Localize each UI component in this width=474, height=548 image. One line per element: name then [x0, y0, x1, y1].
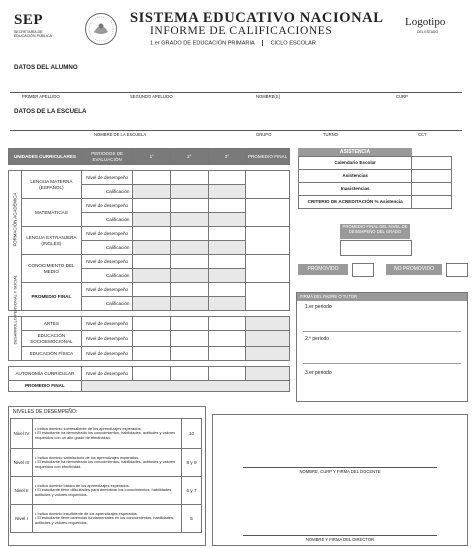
field-nombre-escuela: NOMBRE DE LA ESCUELA [94, 132, 147, 137]
field-segundo-apellido: SEGUNDO APELLIDO [130, 94, 173, 99]
header-periodos: PERIODOS DE EVALUACIÓN [81, 149, 133, 165]
state-logo-sub: DEL ESTADO [417, 30, 439, 34]
cell[interactable] [246, 317, 290, 331]
row-nivel-label: Nivel de desempeño [81, 171, 133, 185]
row-calif-label: Calificación [81, 241, 133, 255]
cell[interactable] [133, 269, 171, 283]
cell[interactable] [208, 283, 246, 297]
header-unidades: UNIDADES CURRICULARES [9, 149, 82, 165]
row-nivel-label: Nivel de desempeño [81, 317, 133, 331]
levels-table [10, 418, 202, 533]
subject-educacion-fisica: EDUCACIÓN FÍSICA [22, 347, 82, 361]
promedio-final-nivel-box[interactable] [340, 240, 412, 256]
cell[interactable] [208, 213, 246, 227]
sep-subtitle: SECRETARÍA DE EDUCACIÓN PÚBLICA [14, 30, 52, 39]
level-i-score: 5 [182, 505, 202, 533]
cell[interactable] [133, 283, 171, 297]
level-ii-score: 6 y 7 [182, 477, 202, 505]
docente-signature-line[interactable] [243, 467, 437, 468]
cell[interactable] [208, 367, 246, 381]
cell[interactable] [133, 367, 171, 381]
cell[interactable] [171, 255, 209, 269]
row-calif-label: Calificación [81, 269, 133, 283]
school-section-title: DATOS DE LA ESCUELA [14, 108, 87, 115]
cell[interactable] [208, 255, 246, 269]
cell[interactable] [208, 347, 246, 361]
field-curp: CURP [396, 94, 408, 99]
cell[interactable] [246, 347, 290, 361]
subject-matematicas: MATEMÁTICAS [22, 199, 82, 227]
cell[interactable] [171, 185, 209, 199]
attendance-header: ASISTENCIA [298, 148, 412, 156]
cell[interactable] [246, 255, 290, 283]
attendance-asistencias: Asistencias [299, 170, 412, 183]
cell[interactable] [246, 331, 290, 347]
autonomia-curricular-label: AUTONOMÍA CURRICULAR [9, 367, 82, 381]
cell[interactable] [171, 347, 209, 361]
grades-table [8, 148, 290, 392]
cell[interactable] [208, 317, 246, 331]
cell[interactable] [208, 241, 246, 255]
cell[interactable] [171, 367, 209, 381]
cell[interactable] [171, 171, 209, 185]
area-desarrollo-personal [9, 274, 22, 361]
level-ii-name: Nivel II [11, 477, 33, 505]
level-iii-desc: • Indica dominio satisfactorio de los aprendizajes esperados. • El estudiante ha demostrado los conocimientos, habilidades, actitudes y valores requeridos con efectividad. [32, 449, 181, 477]
row-nivel-label: Nivel de desempeño [81, 255, 133, 269]
director-signature-label: NOMBRE Y FIRMA DEL DIRECTOR [305, 537, 375, 542]
grade-text: 1.er GRADO DE EDUCACIÓN PRIMARIA [150, 40, 255, 47]
cell[interactable] [208, 171, 246, 185]
cell[interactable] [171, 317, 209, 331]
subject-conocimiento-medio: CONOCIMIENTO DEL MEDIO [22, 255, 82, 283]
field-primer-apellido: PRIMER APELLIDO [22, 94, 60, 99]
cell[interactable] [208, 185, 246, 199]
cell[interactable] [81, 381, 289, 392]
row-nivel-label: Nivel de desempeño [81, 227, 133, 241]
level-iv-score: 10 [182, 419, 202, 449]
header-p3: 3° [208, 149, 246, 165]
row-nivel-label: Nivel de desempeño [81, 199, 133, 213]
cell[interactable] [133, 185, 171, 199]
field-grupo: GRUPO [256, 132, 272, 137]
subject-lengua-extranjera: LENGUA EXTRANJERA (INGLÉS) [22, 227, 82, 255]
promedio-final-nivel-header: PROMEDIO FINAL DEL NIVEL DE DESEMPEÑO DEL GRADO [340, 224, 410, 239]
director-signature-line[interactable] [243, 535, 437, 536]
cell[interactable] [133, 227, 171, 241]
level-iv-name: Nivel IV [11, 419, 33, 449]
student-section-title: DATOS DEL ALUMNO [14, 64, 78, 71]
subject-socioemocional: EDUCACIÓN SOCIOEMOCIONAL [22, 331, 82, 347]
cell[interactable] [133, 241, 171, 255]
cell[interactable] [246, 283, 290, 311]
cell[interactable] [171, 297, 209, 311]
cell[interactable] [171, 331, 209, 347]
tutor-header: FIRMA DEL PADRE O TUTOR [297, 293, 467, 301]
cell[interactable] [133, 199, 171, 213]
cell[interactable] [133, 297, 171, 311]
field-cct: CCT [418, 132, 427, 137]
document-subtitle: INFORME DE CALIFICACIONES [150, 25, 333, 37]
student-fields-line [10, 92, 462, 93]
levels-title: NIVELES DE DESEMPEÑO: [13, 409, 78, 415]
row-nivel-label: Nivel de desempeño [81, 367, 133, 381]
cell[interactable] [133, 317, 171, 331]
attendance-criterio: CRITERIO DE ACREDITACIÓN % Asistencia [299, 196, 412, 209]
cell[interactable] [133, 171, 171, 185]
cell[interactable] [208, 297, 246, 311]
cell[interactable] [412, 157, 452, 170]
cell[interactable] [171, 283, 209, 297]
field-turno: TURNO [323, 132, 338, 137]
sep-logo: SEP [14, 12, 44, 28]
cell[interactable] [133, 331, 171, 347]
cell[interactable] [412, 183, 452, 196]
docente-signature-label: NOMBRE, CURP Y FIRMA DEL DOCENTE [299, 469, 381, 474]
attendance-calendario: Calendario Escolar [299, 157, 412, 170]
field-nombres: NOMBRE(S) [256, 94, 280, 99]
cell[interactable] [246, 367, 290, 381]
row-calif-label: Calificación [81, 213, 133, 227]
promovido-checkbox[interactable] [352, 263, 374, 277]
cell[interactable] [171, 241, 209, 255]
attendance-inasistencias: Inasistencias [299, 183, 412, 196]
header-p1: 1° [133, 149, 171, 165]
header-promedio: PROMEDIO FINAL [246, 149, 290, 165]
tutor-signature-box [296, 292, 468, 402]
school-fields-line [10, 130, 462, 131]
subject-lengua-materna: LENGUA MATERNA (ESPAÑOL) [22, 171, 82, 199]
promedio-final-label: PROMEDIO FINAL [22, 283, 82, 311]
staff-signature-box [212, 414, 468, 546]
header-p2: 2° [171, 149, 209, 165]
national-seal-icon [84, 12, 118, 46]
cell[interactable] [208, 199, 246, 213]
level-i-desc: • Indica dominio insuficiente de los aprendizajes esperados. • El estudiante tiene carencias fundamentales en los conocimientos, habilidades, actitudes y valores requeridos. [32, 505, 181, 533]
tutor-period-2[interactable]: 2.º periodo [305, 336, 330, 342]
cell[interactable] [171, 213, 209, 227]
area1-label: FORMACIÓN ACADÉMICA [12, 192, 18, 247]
no-promovido-checkbox[interactable] [446, 263, 468, 277]
cell[interactable] [246, 171, 290, 199]
cell[interactable] [208, 269, 246, 283]
promedio-final-2-label: PROMEDIO FINAL [9, 381, 82, 392]
cell[interactable] [246, 227, 290, 255]
cell[interactable] [171, 199, 209, 213]
grade-line [150, 40, 316, 46]
promovido-label: PROMOVIDO [298, 264, 348, 275]
row-calif-label: Calificación [81, 185, 133, 199]
level-iii-score: 8 y 9 [182, 449, 202, 477]
no-promovido-label: NO PROMOVIDO [386, 264, 442, 275]
level-iv-desc: • Indica dominio sobresaliente de los aprendizajes esperados. • El estudiante ha demostrado los conocimientos, habilidades, actitudes y valores requeridos con un alto grado de efectividad. [32, 419, 181, 449]
cell[interactable] [171, 227, 209, 241]
document-title: SISTEMA EDUCATIVO NACIONAL [130, 10, 384, 26]
level-iii-name: Nivel III [11, 449, 33, 477]
cell[interactable] [133, 213, 171, 227]
cell[interactable] [208, 331, 246, 347]
tutor-period-3[interactable]: 3.er periodo [305, 370, 332, 376]
row-nivel-label: Nivel de desempeño [81, 347, 133, 361]
area2-label: DESARROLLO PERSONAL Y SOCIAL [12, 274, 18, 345]
attendance-box [298, 148, 412, 209]
level-i-name: Nivel I [11, 505, 33, 533]
cell[interactable] [412, 170, 452, 183]
cell[interactable] [246, 199, 290, 227]
row-nivel-label: Nivel de desempeño [81, 283, 133, 297]
cycle-text: CICLO ESCOLAR [270, 40, 316, 47]
cell[interactable] [412, 196, 452, 209]
cell[interactable] [133, 347, 171, 361]
state-logo: Logotipo [405, 16, 446, 28]
cell[interactable] [133, 255, 171, 269]
row-nivel-label: Nivel de desempeño [81, 331, 133, 347]
subject-artes: ARTES [22, 317, 82, 331]
row-calif-label: Calificación [81, 297, 133, 311]
cell[interactable] [171, 269, 209, 283]
level-ii-desc: • Indica dominio básico de los aprendizajes esperados. • El estudiante tiene dificultades para demostrar los conocimientos, habilidades, actitudes y valores requeridos. [32, 477, 181, 505]
tutor-period-1[interactable]: 1.er periodo [305, 304, 332, 310]
cell[interactable] [208, 227, 246, 241]
